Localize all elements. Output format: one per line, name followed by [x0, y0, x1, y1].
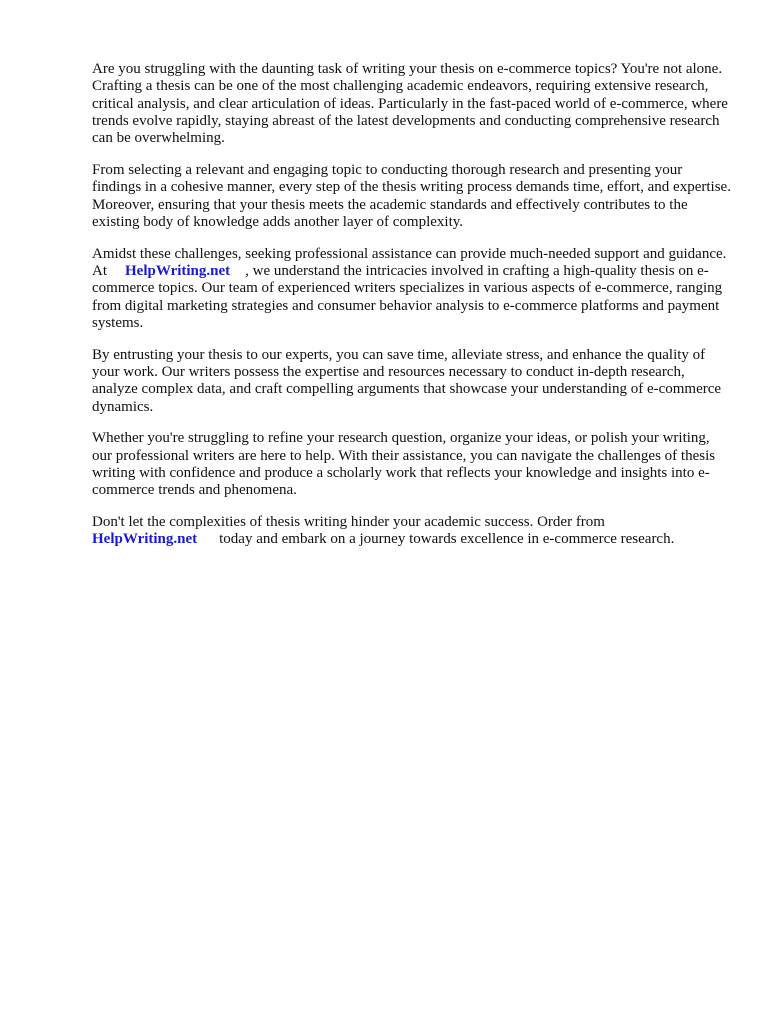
helpwriting-link[interactable]: HelpWriting.net: [125, 262, 231, 279]
paragraph-process: From selecting a relevant and engaging topic to conducting thorough research and presenting your findings in a cohesive manner, every step of the thesis writing process demands time, effort, and expertise. Moreover, ensuring that your thesis meets the academic standards and effectively contributes to the existing body of knowledge adds another layer of complexity.: [92, 161, 731, 230]
helpwriting-link-cta[interactable]: HelpWriting.net: [92, 531, 198, 548]
document-body: [92, 61, 732, 563]
paragraph-cta: [92, 514, 732, 549]
paragraph-cta-rest: today and embark on a journey towards excellence in e-commerce research.: [219, 531, 675, 548]
paragraph-cta-lead: Don't let the complexities of thesis writing hinder your academic success. Order from: [92, 514, 605, 531]
paragraph-assistance-lead: Amidst these challenges, seeking professional assistance can provide much-needed support and guidance. At: [92, 245, 727, 279]
paragraph-help: Whether you're struggling to refine your research question, organize your ideas, or polish your writing, our professional writers are here to help. With their assistance, you can navigate the challenges of thesis writing with confidence and produce a scholarly work that reflects your knowledge and insights into e-commerce trends and phenomena.: [92, 430, 716, 499]
paragraph-intro: Are you struggling with the daunting task of writing your thesis on e-commerce topics? You're not alone. Crafting a thesis can be one of the most challenging academic endeavors, requiring extensive research, critical analysis, and clear articulation of ideas. Particularly in the fast-paced world of e-commerce, where trends evolve rapidly, staying abreast of the latest developments and conducting comprehensive research can be overwhelming.: [92, 61, 728, 147]
paragraph-assistance: [92, 246, 732, 332]
paragraph-assistance-rest: , we understand the intricacies involved in crafting a high-quality thesis on e-commerce topics. Our team of experienced writers specializes in various aspects of e-commerce, ranging from digital marketing strategies and consumer behavior analysis to e-commerce platforms and payment systems.: [92, 262, 723, 331]
paragraph-experts: By entrusting your thesis to our experts, you can save time, alleviate stress, and enhance the quality of your work. Our writers possess the expertise and resources necessary to conduct in-depth research, analyze complex data, and craft compelling arguments that showcase your understanding of e-commerce dynamics.: [92, 346, 722, 415]
